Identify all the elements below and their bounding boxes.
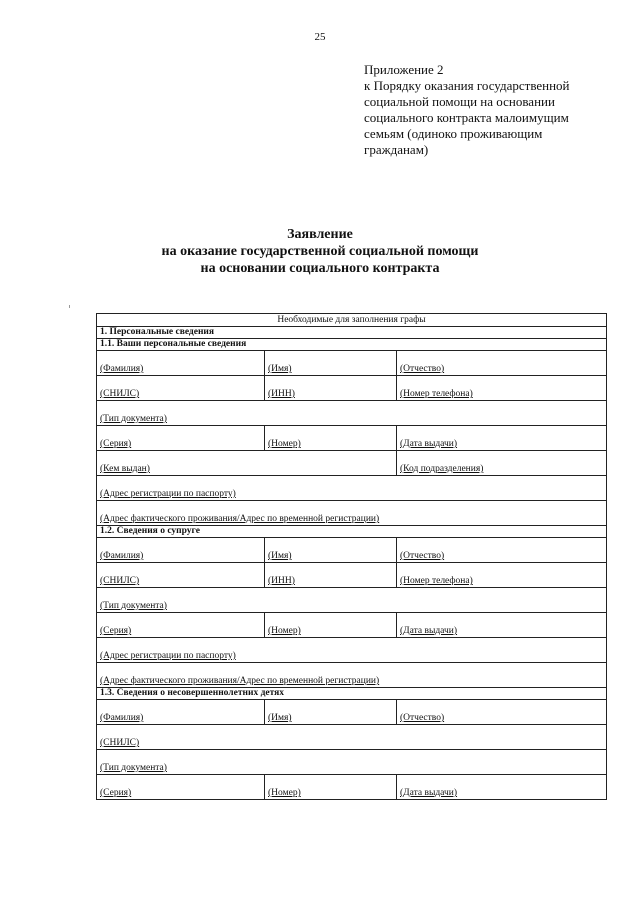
field-label: (Адрес регистрации по паспорту) [100,489,236,499]
child-number-field[interactable] [265,775,397,800]
appendix-line: семьям (одиноко проживающим [364,126,543,141]
section-spouse: 1.2. Сведения о супруге [97,526,607,538]
child-snils-field[interactable] [97,725,607,750]
field-label: (СНИЛС) [100,738,140,748]
field-label: (Фамилия) [100,551,144,561]
spouse-reg-address-field[interactable] [97,638,607,663]
spouse-issue-date-field[interactable] [397,613,607,638]
child-patronymic-field[interactable] [397,700,607,725]
field-label: (Отчество) [400,364,445,374]
spouse-doc-type-field[interactable] [97,588,607,613]
field-label: (Серия) [100,439,132,449]
appendix-line: социального контракта малоимущим [364,110,569,125]
field-label: (Тип документа) [100,414,167,424]
field-label: (СНИЛС) [100,389,140,399]
field-label: (ИНН) [268,389,295,399]
applicant-snils-field[interactable] [97,376,265,401]
section-personal: 1. Персональные сведения [97,327,607,339]
child-name-field[interactable] [265,700,397,725]
applicant-dept-code-field[interactable] [397,451,607,476]
appendix-line: Приложение 2 [364,62,444,77]
field-label: (Дата выдачи) [400,439,458,449]
applicant-issued-by-field[interactable] [97,451,397,476]
child-series-field[interactable] [97,775,265,800]
field-label: (Серия) [100,788,132,798]
child-surname-field[interactable] [97,700,265,725]
spouse-inn-field[interactable] [265,563,397,588]
title-line: на основании социального контракта [200,261,440,276]
form-header: Необходимые для заполнения графы [97,314,607,327]
spouse-snils-field[interactable] [97,563,265,588]
child-doc-type-field[interactable] [97,750,607,775]
field-label: (Имя) [268,713,292,723]
appendix-line: гражданам) [364,142,429,157]
margin-mark [69,305,70,308]
field-label: (Адрес регистрации по паспорту) [100,651,236,661]
field-label: (Серия) [100,626,132,636]
spouse-patronymic-field[interactable] [397,538,607,563]
spouse-surname-field[interactable] [97,538,265,563]
title-line: на оказание государственной социальной помощи [161,244,479,259]
field-label: (Отчество) [400,713,445,723]
spouse-series-field[interactable] [97,613,265,638]
child-issue-date-field[interactable] [397,775,607,800]
field-label: (Фамилия) [100,364,144,374]
field-label: (Тип документа) [100,601,167,611]
field-label: (Дата выдачи) [400,788,458,798]
applicant-actual-address-field[interactable] [97,501,607,526]
applicant-patronymic-field[interactable] [397,351,607,376]
field-label: (Дата выдачи) [400,626,458,636]
field-label: (ИНН) [268,576,295,586]
field-label: (Имя) [268,551,292,561]
field-label: (Имя) [268,364,292,374]
field-label: (Код подразделения) [400,464,484,474]
field-label: (Номер) [268,439,301,449]
field-label: (Адрес фактического проживания/Адрес по временной регистрации) [100,676,380,686]
appendix-line: к Порядку оказания государственной [364,78,570,93]
field-label: (Фамилия) [100,713,144,723]
page-number: 25 [314,31,326,43]
field-label: (Тип документа) [100,763,167,773]
applicant-issue-date-field[interactable] [397,426,607,451]
field-label: (Кем выдан) [100,464,150,474]
title-line: Заявление [287,227,353,242]
applicant-reg-address-field[interactable] [97,476,607,501]
section-children: 1.3. Сведения о несовершеннолетних детях [97,688,607,700]
field-label: (Отчество) [400,551,445,561]
appendix-note [364,62,614,158]
spouse-phone-field[interactable] [397,563,607,588]
applicant-name-field[interactable] [265,351,397,376]
field-label: (Номер) [268,788,301,798]
document-title [0,226,640,277]
spouse-name-field[interactable] [265,538,397,563]
field-label: (Номер телефона) [400,576,473,586]
field-label: (Адрес фактического проживания/Адрес по временной регистрации) [100,514,380,524]
field-label: (Номер) [268,626,301,636]
applicant-surname-field[interactable] [97,351,265,376]
application-form-table [96,313,607,800]
field-label: (СНИЛС) [100,576,140,586]
field-label: (Номер телефона) [400,389,473,399]
applicant-number-field[interactable] [265,426,397,451]
section-applicant: 1.1. Ваши персональные сведения [97,339,607,351]
applicant-inn-field[interactable] [265,376,397,401]
appendix-line: социальной помощи на основании [364,94,555,109]
applicant-doc-type-field[interactable] [97,401,607,426]
applicant-series-field[interactable] [97,426,265,451]
spouse-number-field[interactable] [265,613,397,638]
applicant-phone-field[interactable] [397,376,607,401]
spouse-actual-address-field[interactable] [97,663,607,688]
